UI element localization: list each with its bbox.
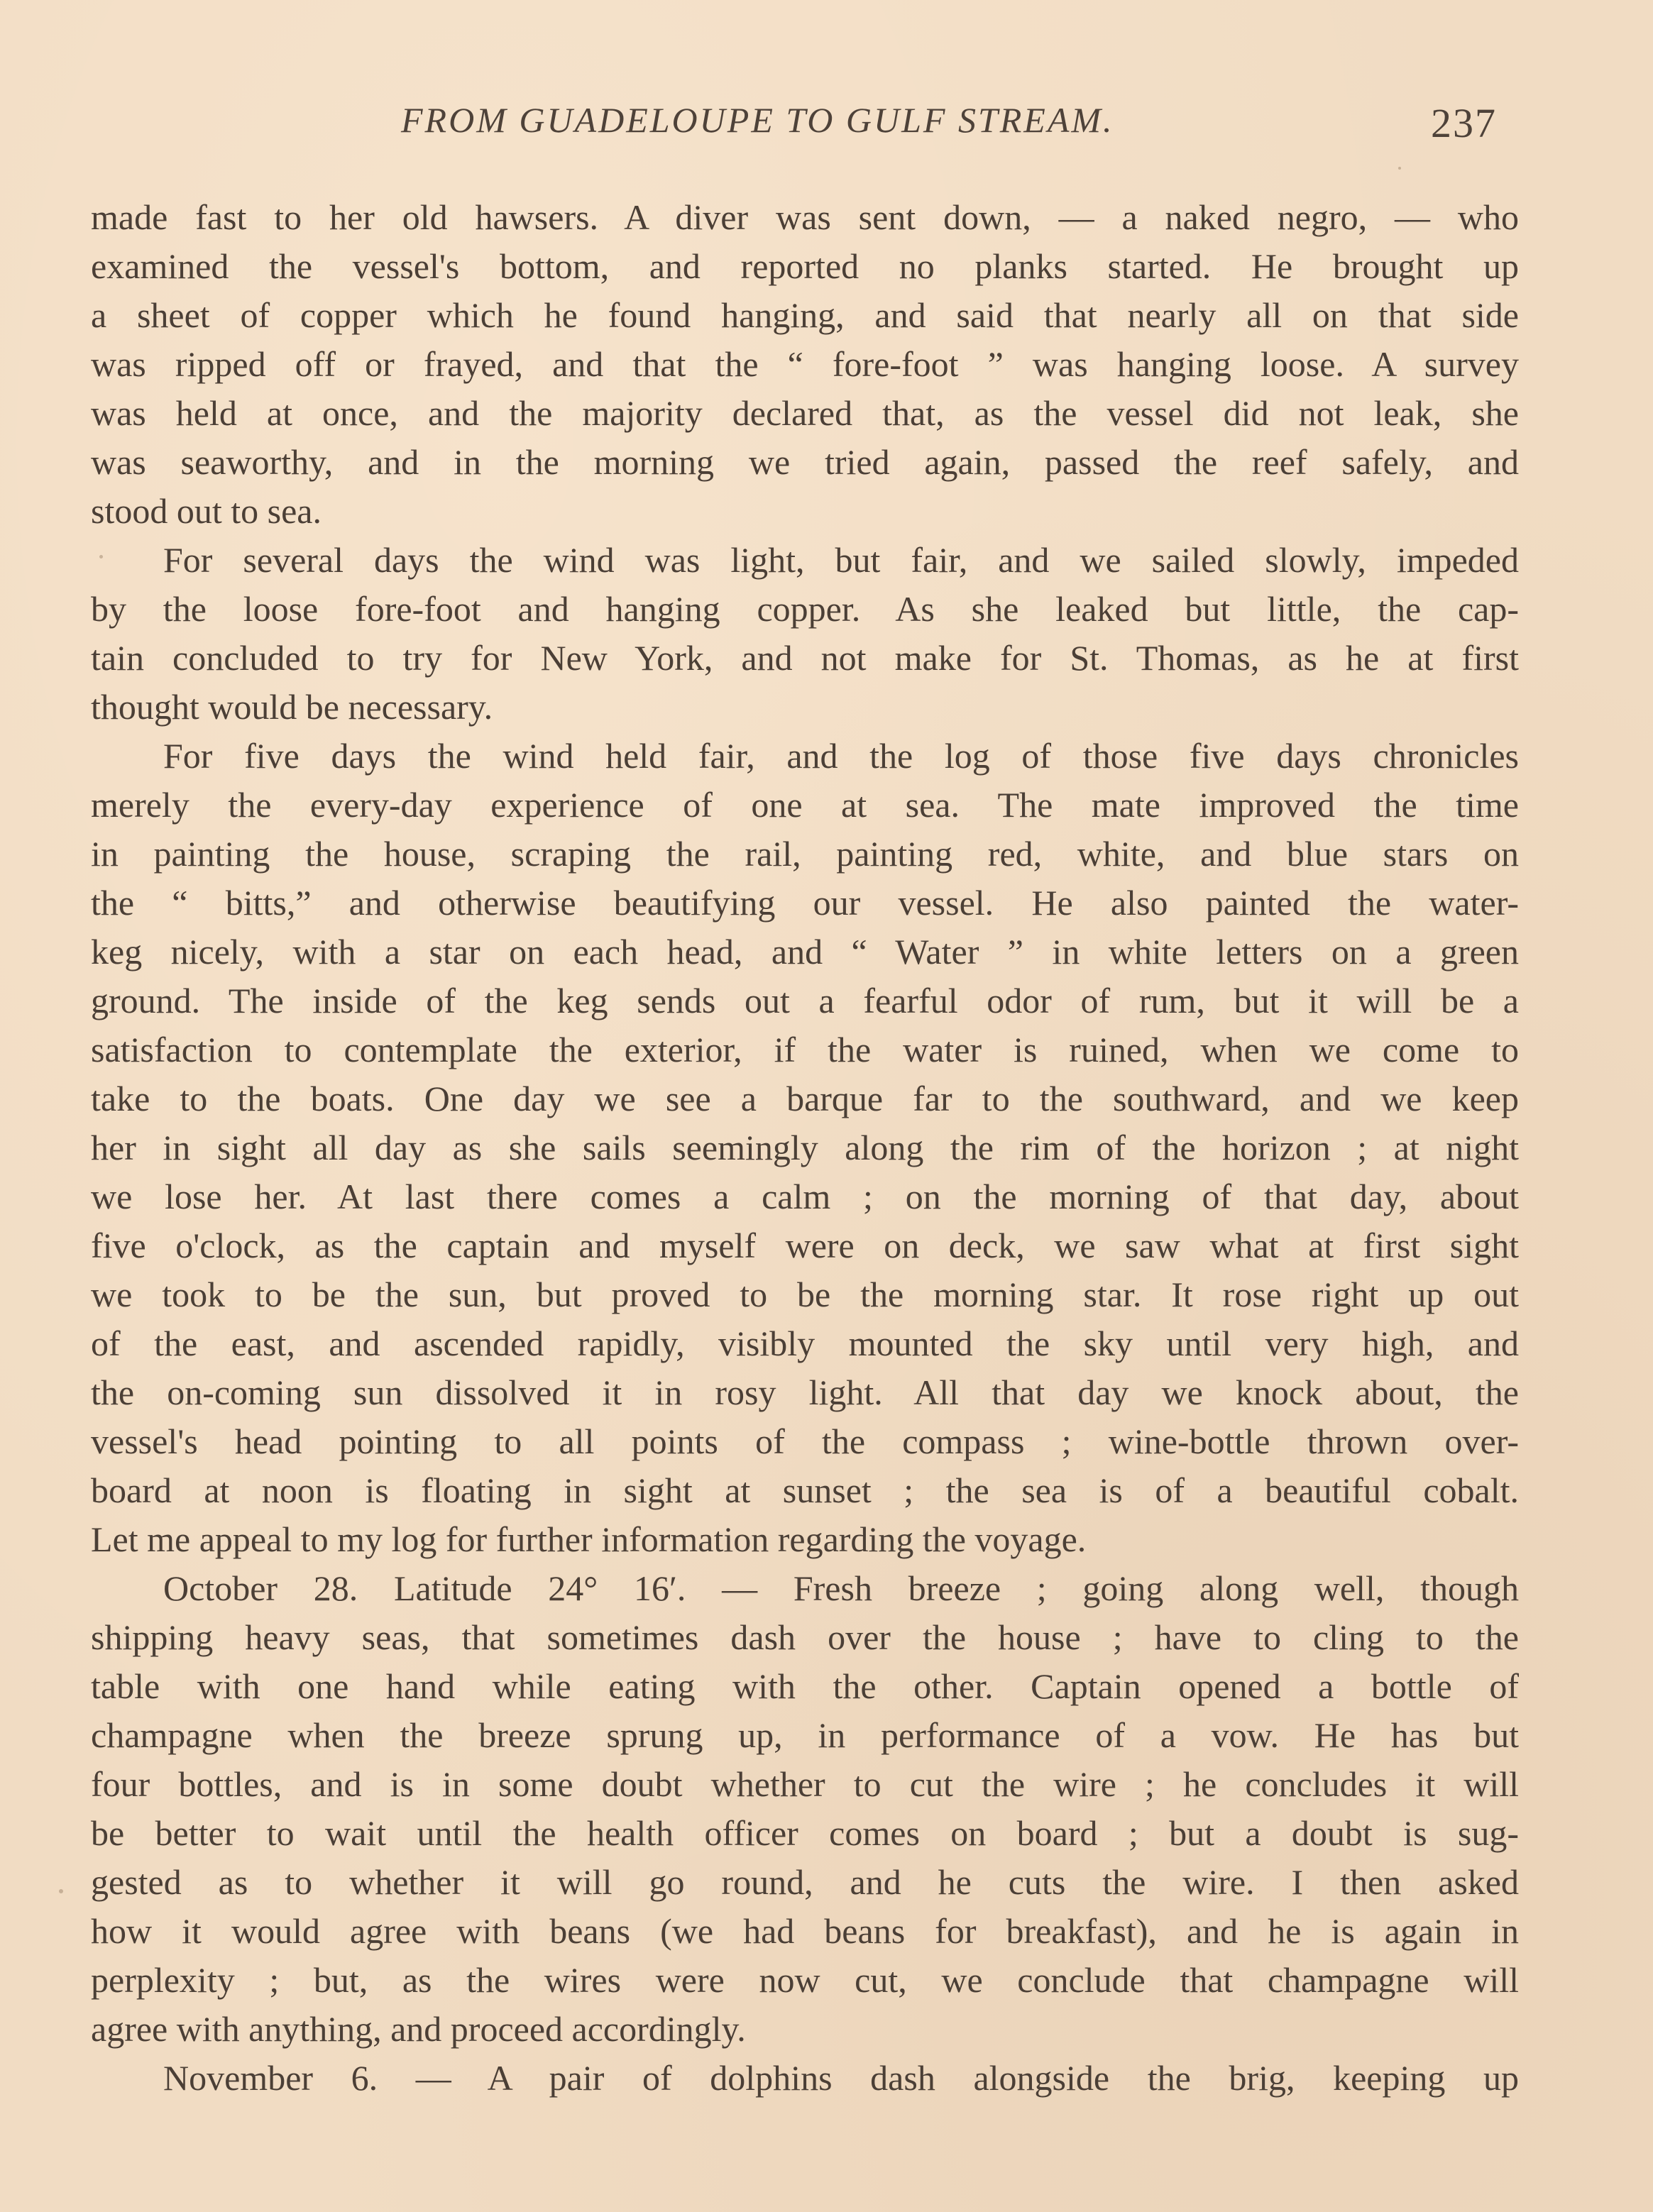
text-line: how it would agree with beans (we had beans for breakfast), and he is again in: [91, 1911, 1519, 1951]
text-line: For several days the wind was light, but fair, and we sailed slowly, impeded: [163, 540, 1519, 580]
text-line: satisfaction to contemplate the exterior, if the water is ruined, when we come to: [91, 1030, 1519, 1069]
text-line: we took to be the sun, but proved to be the morning star. It rose right up out: [91, 1275, 1519, 1314]
text-line: keg nicely, with a star on each head, and “ Water ” in white letters on a green: [91, 932, 1519, 972]
text-line: ground. The inside of the keg sends out a fearful odor of rum, but it will be a: [91, 981, 1519, 1020]
text-line: perplexity ; but, as the wires were now cut, we conclude that champagne will: [91, 1960, 1519, 2000]
text-line: made fast to her old hawsers. A diver was sent down, — a naked negro, — who: [91, 197, 1519, 237]
text-line: was held at once, and the majority declared that, as the vessel did not leak, she: [91, 393, 1519, 433]
text-line: thought would be necessary.: [91, 687, 493, 727]
running-head: FROM GUADELOUPE TO GULF STREAM.: [401, 100, 1114, 140]
text-line: five o'clock, as the captain and myself were on deck, we saw what at first sight: [91, 1226, 1519, 1265]
text-line: Let me appeal to my log for further information regarding the voyage.: [91, 1519, 1087, 1559]
text-line: agree with anything, and proceed accordingly.: [91, 2009, 746, 2049]
text-line: examined the vessel's bottom, and reported no planks started. He brought up: [91, 246, 1519, 286]
text-line: board at noon is floating in sight at sunset ; the sea is of a beautiful cobalt.: [91, 1470, 1519, 1510]
text-line: tain concluded to try for New York, and not make for St. Thomas, as he at first: [91, 638, 1519, 678]
text-line: champagne when the breeze sprung up, in performance of a vow. He has but: [91, 1715, 1519, 1755]
text-line: by the loose fore-foot and hanging copper. As she leaked but little, the cap-: [91, 589, 1519, 629]
text-line: table with one hand while eating with the other. Captain opened a bottle of: [91, 1666, 1519, 1706]
text-line: the on-coming sun dissolved it in rosy light. All that day we knock about, the: [91, 1372, 1519, 1412]
body-text: [91, 193, 1519, 2103]
text-line: be better to wait until the health officer comes on board ; but a doubt is sug-: [91, 1813, 1519, 1853]
text-line: was ripped off or frayed, and that the “ fore-foot ” was hanging loose. A survey: [91, 344, 1519, 384]
text-line: we lose her. At last there comes a calm ; on the morning of that day, about: [91, 1177, 1519, 1216]
text-line: shipping heavy seas, that sometimes dash over the house ; have to cling to the: [91, 1617, 1519, 1657]
text-line: vessel's head pointing to all points of the compass ; wine-bottle thrown over-: [91, 1421, 1519, 1461]
text-line: gested as to whether it will go round, and he cuts the wire. I then asked: [91, 1862, 1519, 1902]
text-line: a sheet of copper which he found hanging, and said that nearly all on that side: [91, 295, 1519, 335]
text-line: the “ bitts,” and otherwise beautifying our vessel. He also painted the water-: [91, 883, 1519, 923]
text-line: November 6. — A pair of dolphins dash alongside the brig, keeping up: [163, 2058, 1519, 2098]
page-number: 237: [1431, 100, 1497, 146]
paper-speck: [59, 1889, 63, 1893]
text-line: merely the every-day experience of one at sea. The mate improved the time: [91, 785, 1519, 825]
text-line: in painting the house, scraping the rail, painting red, white, and blue stars on: [91, 834, 1519, 874]
text-line: stood out to sea.: [91, 491, 322, 531]
text-line: take to the boats. One day we see a barque far to the southward, and we keep: [91, 1079, 1519, 1118]
text-line: October 28. Latitude 24° 16′. — Fresh breeze ; going along well, though: [163, 1568, 1519, 1608]
paper-speck: [99, 555, 103, 558]
paper-speck: [1398, 167, 1401, 170]
text-line: was seaworthy, and in the morning we tried again, passed the reef safely, and: [91, 442, 1519, 482]
text-line: her in sight all day as she sails seemingly along the rim of the horizon ; at night: [91, 1128, 1519, 1167]
text-line: of the east, and ascended rapidly, visibly mounted the sky until very high, and: [91, 1324, 1519, 1363]
text-line: four bottles, and is in some doubt whether to cut the wire ; he concludes it will: [91, 1764, 1519, 1804]
text-line: For five days the wind held fair, and the log of those five days chronicles: [163, 736, 1519, 776]
